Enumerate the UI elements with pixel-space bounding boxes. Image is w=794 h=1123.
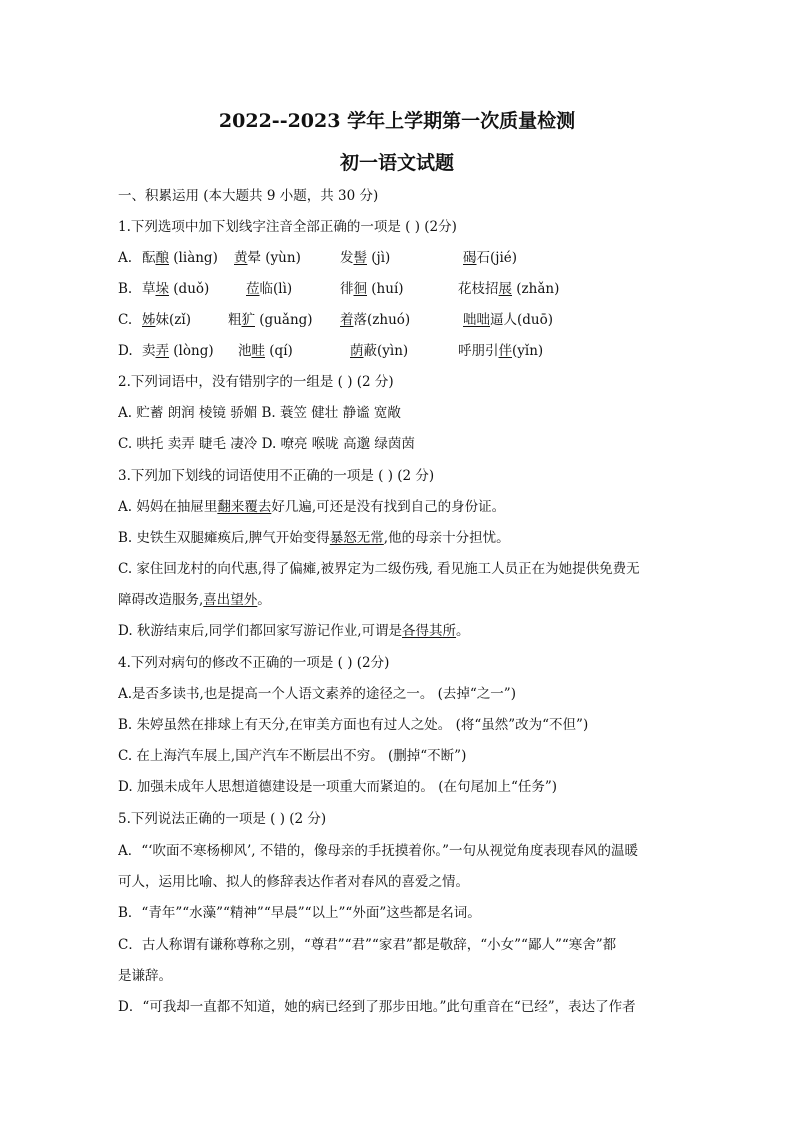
pinyin-item: 碣石(jié) [463,250,518,266]
q5-option-b: B．“青年”“水藻”“精神”“早晨”“以上”“外面”这些都是名词。 [118,905,481,921]
q5-option-a-line1: A．“‘吹面不寒杨柳风’, 不错的，像母亲的手抚摸着你。”一句从视觉角度表现春风的温暖 [118,843,638,859]
pinyin-item: 卖弄 (lòng) [142,343,214,359]
pinyin-item: 荫蔽(yìn) [350,343,409,359]
option-label: C. [118,312,133,328]
q4-option-c: C. 在上海汽车展上,国产汽车不断层出不穷。 (删掉“不断”) [118,748,467,764]
q1-option-d [118,342,683,360]
section-heading: 一、积累运用 (本大题共 9 小题，共 30 分) [118,188,379,204]
option-label: B. [118,281,133,297]
option-label: A. [118,250,133,266]
pinyin-item: 草垛 (duǒ) [142,281,210,297]
question-3-stem: 3.下列加下划线的词语使用不正确的一项是 ( ) (2 分) [118,468,435,484]
q3-option-c-line1: C. 家住回龙村的向代惠,得了偏瘫,被界定为二级伤残, 看见施工人员正在为她提供免费无 [118,561,640,577]
q1-option-b [118,280,683,298]
option-label: D. [118,343,133,359]
pinyin-item: 粗犷 (guǎng) [228,312,313,328]
exam-subtitle: 初一语文试题 [339,152,454,174]
pinyin-item: 花枝招展 (zhǎn) [458,281,560,297]
q3-option-a: A. 妈妈在抽屉里翻来覆去好几遍,可还是没有找到自己的身份证。 [118,499,506,515]
q5-option-a-line2: 可人，运用比喻、拟人的修辞表达作者对春风的喜爱之情。 [118,874,469,890]
pinyin-item: 黄晕 (yùn) [234,250,301,266]
pinyin-item: 发髻 (jì) [340,250,391,266]
pinyin-item: 池畦 (qí) [238,343,293,359]
pinyin-item: 酝酿 (liàng) [142,250,218,266]
pinyin-item: 莅临(lì) [246,281,293,297]
pinyin-item: 呼朋引伴(yǐn) [458,343,544,359]
q1-option-a [118,249,683,267]
q4-option-b: B. 朱婷虽然在排球上有天分,在审美方面也有过人之处。 (将“虽然”改为“不但”) [118,717,589,733]
pinyin-item: 咄咄逼人(duō) [463,312,553,328]
q5-option-c-line1: C．古人称谓有谦称尊称之别，“尊君”“君”“家君”都是敬辞，“小女”“鄙人”“寒舍”都 [118,937,617,953]
q2-options-cd: C. 哄托 卖弄 睫毛 凄冷 D. 嘹亮 喉咙 高邈 绿茵茵 [118,436,415,452]
question-2-stem: 2.下列词语中，没有错别字的一组是 ( ) (2 分) [118,374,394,390]
q2-options-ab: A. 贮蓄 朗润 棱镜 骄媚 B. 蓑笠 健壮 静谧 宽敞 [118,405,401,421]
q3-option-c-line2: 障碍改造服务,喜出望外。 [118,592,271,608]
exam-title: 2022--2023 学年上学期第一次质量检测 [218,110,576,132]
pinyin-item: 徘徊 (huí) [340,281,404,297]
q4-option-d: D. 加强未成年人思想道德建设是一项重大而紧迫的。 (在句尾加上“任务”) [118,779,558,795]
q5-option-d-line1: D．“可我却一直都不知道，她的病已经到了那步田地。”此句重音在“已经”，表达了作者 [118,999,636,1015]
question-1-stem: 1.下列选项中加下划线字注音全部正确的一项是 ( ) (2分) [118,219,457,235]
question-4-stem: 4.下列对病句的修改不正确的一项是 ( ) (2分) [118,655,390,671]
q4-option-a: A.是否多读书,也是提高一个人语文素养的途径之一。 (去掉“之一”) [118,686,516,702]
q3-option-d: D. 秋游结束后,同学们都回家写游记作业,可谓是各得其所。 [118,623,470,639]
q3-option-b: B. 史铁生双腿瘫痪后,脾气开始变得暴怒无常,他的母亲十分担忧。 [118,530,510,546]
question-5-stem: 5.下列说法正确的一项是 ( ) (2 分) [118,811,327,827]
q1-option-c [118,311,683,329]
pinyin-item: 姊妹(zǐ) [142,312,191,328]
q5-option-c-line2: 是谦辞。 [118,968,172,984]
pinyin-item: 着落(zhuó) [340,312,411,328]
